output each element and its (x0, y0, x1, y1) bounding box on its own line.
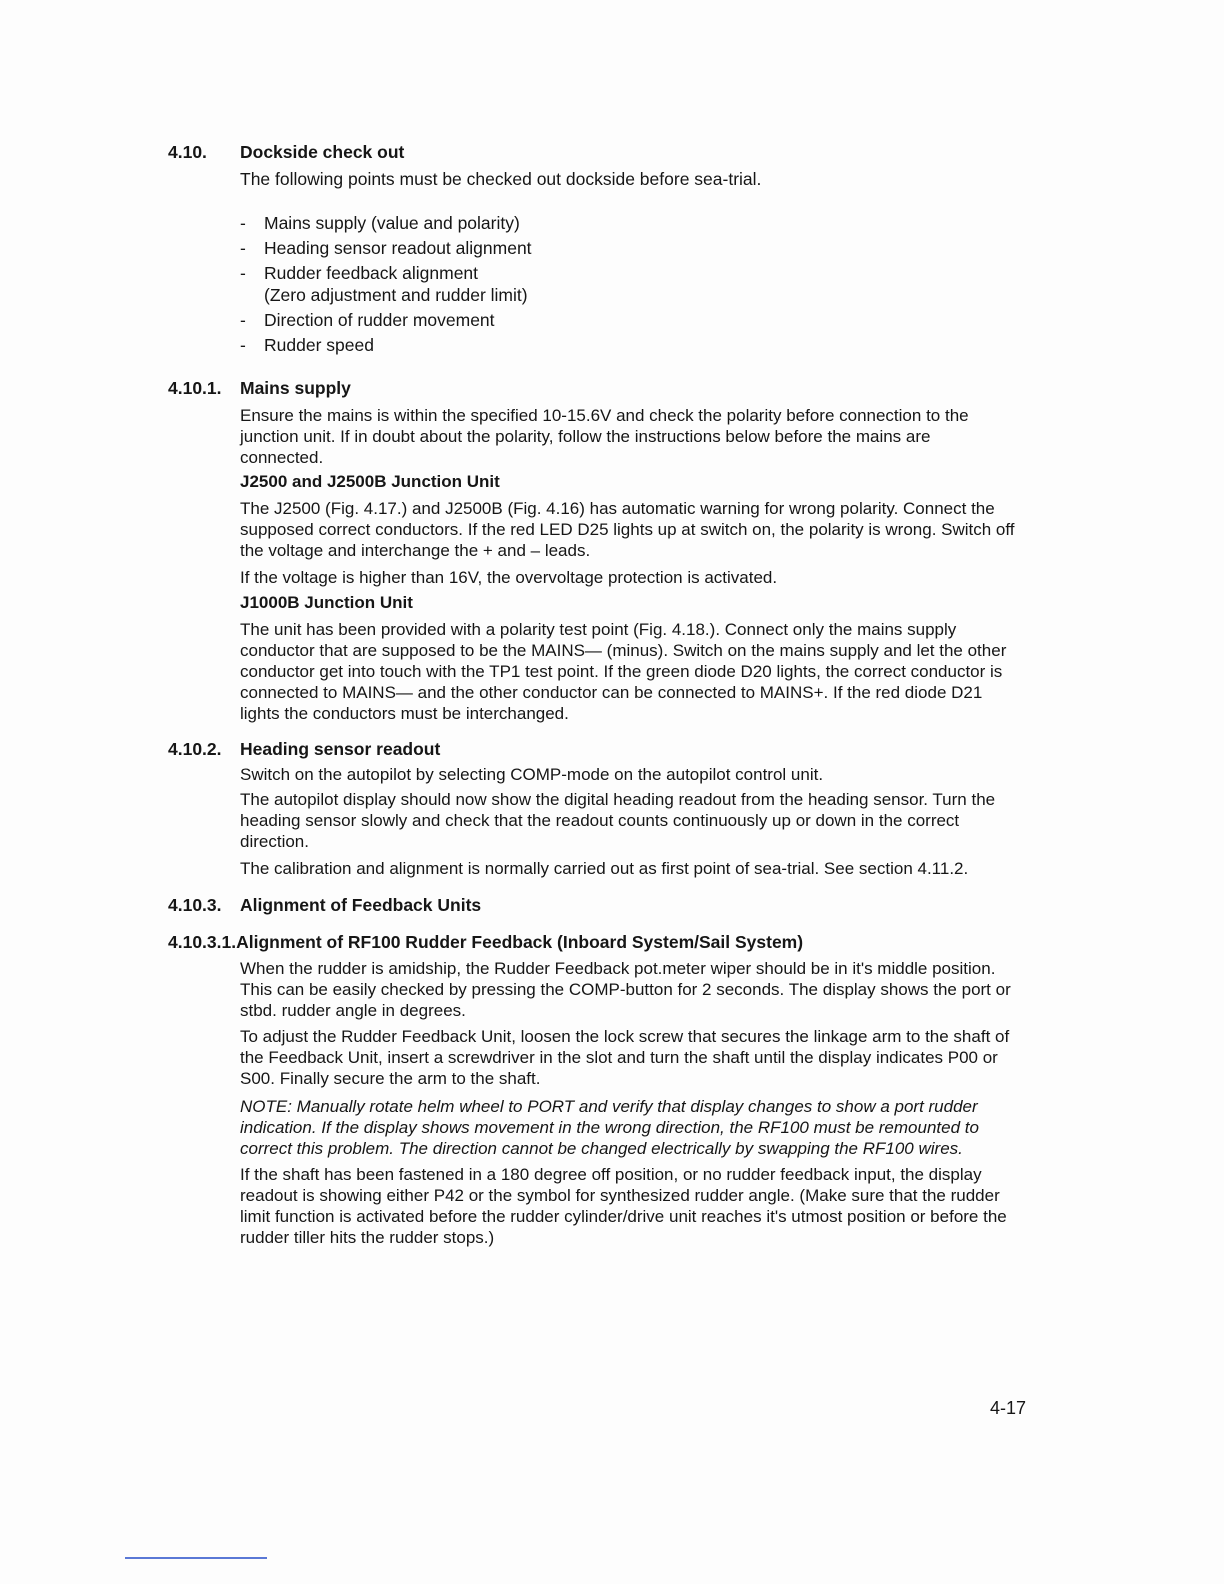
section-number: 4.10. (168, 142, 207, 162)
list-item: - Rudder speed (240, 335, 374, 355)
section-title: Mains supply (240, 378, 351, 398)
list-item-continuation: (Zero adjustment and rudder limit) (264, 285, 528, 305)
section-title: Heading sensor readout (240, 739, 441, 759)
subheading: J2500 and J2500B Junction Unit (240, 472, 500, 491)
section-heading-4-10 (168, 142, 404, 163)
paragraph: Ensure the mains is within the specified 10-15.6V and check the polarity before connection to the junction unit. If in doubt about the polarity, follow the instructions below before the mains are connected. (240, 406, 969, 467)
section-title: Alignment of RF100 Rudder Feedback (Inboard System/Sail System) (236, 932, 804, 952)
paragraph: If the shaft has been fastened in a 180 degree off position, or no rudder feedback input, the display readout is showing either P42 or the symbol for synthesized rudder angle. (Make sure that the rudder limit function is activated before the rudder cylinder/drive unit reaches it's utmost position or before the rudder tiller hits the rudder stops.) (240, 1165, 1007, 1247)
footer-rule (125, 1557, 267, 1559)
section-title: Dockside check out (240, 142, 405, 162)
section-number: 4.10.3. (168, 895, 222, 915)
paragraph: The calibration and alignment is normally carried out as first point of sea-trial. See section 4.11.2. (240, 859, 969, 878)
paragraph: The J2500 (Fig. 4.17.) and J2500B (Fig. 4.16) has automatic warning for wrong polarity. Connect the supposed correct conductors. If the red LED D25 lights up at switch on, the polarity is wrong. Switch off the voltage and interchange the + and – leads. (240, 499, 1015, 560)
section-number: 4.10.1. (168, 378, 222, 398)
section-title: Alignment of Feedback Units (240, 895, 482, 915)
list-item: - Heading sensor readout alignment (240, 238, 532, 258)
list-item: - Mains supply (value and polarity) (240, 213, 520, 233)
paragraph: If the voltage is higher than 16V, the overvoltage protection is activated. (240, 568, 778, 587)
paragraph: The unit has been provided with a polarity test point (Fig. 4.18.). Connect only the mains supply conductor that are supposed to be the MAINS— (minus). Switch on the mains supply and let the other conductor get into touch with the TP1 test point. If the green diode D20 lights, the correct conductor is connected to MAINS— and the other conductor can be connected to MAINS+. If the red diode D21 lights the conductors must be interchanged. (240, 620, 1007, 723)
intro-paragraph: The following points must be checked out dockside before sea-trial. (240, 169, 762, 189)
paragraph: When the rudder is amidship, the Rudder Feedback pot.meter wiper should be in it's middle position. This can be easily checked by pressing the COMP-button for 2 seconds. The display shows the port or stbd. rudder angle in degrees. (240, 959, 1011, 1020)
checklist (240, 212, 532, 359)
section-heading-4-10-3 (168, 895, 481, 916)
section-heading-4-10-1 (168, 378, 351, 399)
note-paragraph: NOTE: Manually rotate helm wheel to PORT and verify that display changes to show a port rudder indication. If the display shows movement in the wrong direction, the RF100 must be remounted to correct this problem. The direction cannot be changed electrically by swapping the RF100 wires. (240, 1097, 979, 1158)
section-heading-4-10-3-1 (168, 932, 803, 953)
subheading: J1000B Junction Unit (240, 593, 413, 612)
paragraph: To adjust the Rudder Feedback Unit, loosen the lock screw that secures the linkage arm to the shaft of the Feedback Unit, insert a screwdriver in the slot and turn the shaft until the display indicates P00 or S00. Finally secure the arm to the shaft. (240, 1027, 1010, 1088)
list-item: - Direction of rudder movement (240, 310, 495, 330)
section-number: 4.10.3.1. (168, 932, 237, 952)
paragraph: The autopilot display should now show the digital heading readout from the heading sensor. Turn the heading sensor slowly and check that the readout counts continuously up or down in the correct direction. (240, 790, 996, 851)
paragraph: Switch on the autopilot by selecting COMP-mode on the autopilot control unit. (240, 765, 824, 784)
list-item: - Rudder feedback alignment (240, 263, 479, 283)
page-number: 4-17 (990, 1398, 1027, 1418)
section-heading-4-10-2 (168, 739, 440, 760)
section-number: 4.10.2. (168, 739, 222, 759)
